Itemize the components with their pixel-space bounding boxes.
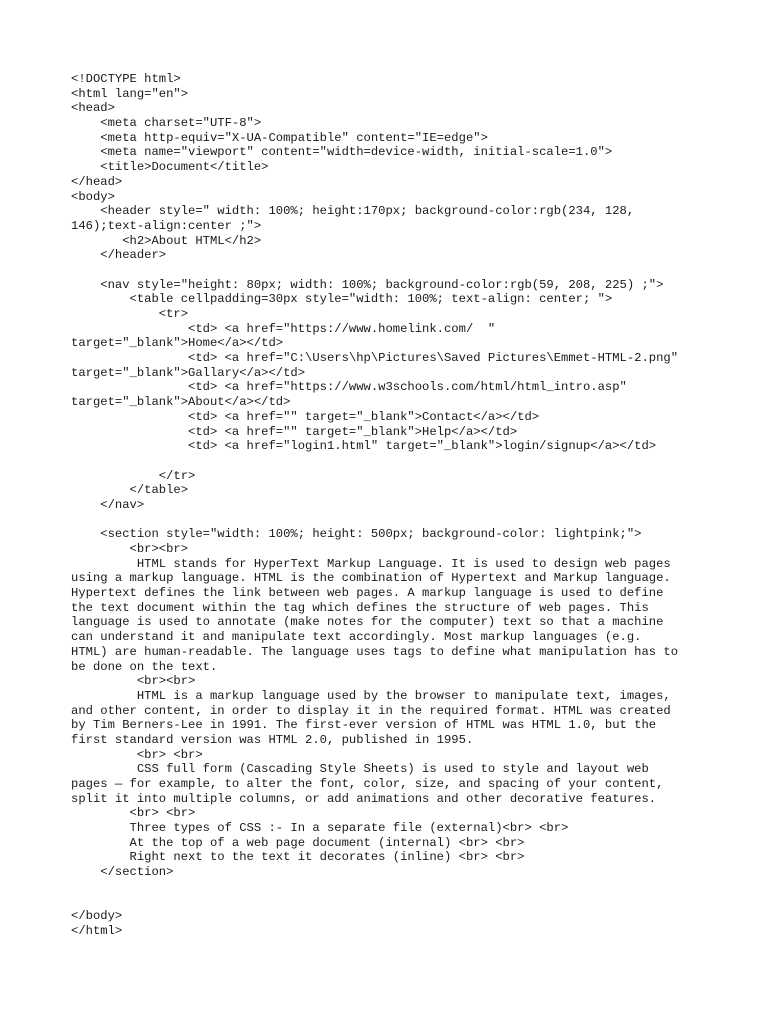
source-line: <header style=" width: 100%; height:170px; background-color:rgb(234, 128, [71,204,635,219]
source-line: </body> [71,909,123,924]
source-line: <section style="width: 100%; height: 500px; background-color: lightpink;"> [71,527,642,542]
source-line: HTML stands for HyperText Markup Language. It is used to design web pages [71,556,671,571]
source-line: <h2>About HTML</h2> [71,233,262,248]
source-line [71,263,761,278]
source-line: can understand it and manipulate text accordingly. Most markup languages (e.g. [71,630,642,645]
source-line: <br> <br> [71,747,203,762]
source-line: Right next to the text it decorates (inline) <br> <br> [71,850,525,865]
source-line: <table cellpadding=30px style="width: 100%; text-align: center; "> [71,292,613,307]
source-line [71,880,761,895]
source-line: CSS full form (Cascading Style Sheets) is used to style and layout web [71,762,649,777]
source-line: HTML is a markup language used by the browser to manipulate text, images, [71,688,671,703]
source-line [71,895,761,910]
source-line: <td> <a href="login1.html" target="_blank">login/signup</a></td> [71,439,657,454]
source-line: </table> [71,483,189,498]
source-line: HTML) are human-readable. The language uses tags to define what manipulation has to [71,644,679,659]
source-line: 146);text-align:center ;"> [71,218,262,233]
source-line: <meta charset="UTF-8"> [71,116,262,131]
source-line: <meta name="viewport" content="width=device-width, initial-scale=1.0"> [71,145,613,160]
source-line: </head> [71,174,123,189]
source-line: by Tim Berners-Lee in 1991. The first-ever version of HTML was HTML 1.0, but the [71,718,657,733]
source-line: be done on the text. [71,659,218,674]
source-line: the text document within the tag which defines the structure of web pages. This [71,600,649,615]
source-line: <tr> [71,307,189,321]
source-line: At the top of a web page document (internal) <br> <br> [71,835,525,850]
source-line: <br><br> [71,674,196,689]
source-line: using a markup language. HTML is the combination of Hypertext and Markup language. [71,571,671,586]
source-line: <nav style="height: 80px; width: 100%; background-color:rgb(59, 208, 225) ;"> [71,277,664,292]
source-line: <body> [71,189,115,204]
source-line: split it into multiple columns, or add animations and other decorative features. [71,791,657,806]
source-line: Hypertext defines the link between web pages. A markup language is used to define [71,586,664,601]
source-line: <html lang="en"> [71,86,189,101]
source-line: <br> <br> [71,806,196,821]
source-line: and other content, in order to display it in the required format. HTML was created [71,703,671,718]
source-line: <head> [71,101,115,116]
source-line: <meta http-equiv="X-UA-Compatible" content="IE=edge"> [71,130,488,145]
source-line: <br><br> [71,542,189,556]
source-line: target="_blank">Gallary</a></td> [71,365,306,380]
source-line: <td> <a href="C:\Users\hp\Pictures\Saved Pictures\Emmet-HTML-2.png" [71,351,679,366]
source-line: </tr> [71,468,196,483]
source-line: first standard version was HTML 2.0, published in 1995. [71,732,474,747]
source-line: <td> <a href="" target="_blank">Help</a></td> [71,424,518,439]
source-line: <td> <a href="" target="_blank">Contact</a></td> [71,409,540,424]
source-line: </header> [71,248,167,263]
source-line: </html> [71,923,123,938]
source-line: target="_blank">Home</a></td> [71,336,284,351]
source-line: pages — for example, to alter the font, color, size, and spacing of your content, [71,777,664,791]
source-line: <td> <a href="https://www.homelink.com/ " [71,321,496,336]
source-line: <!DOCTYPE html> [71,72,181,86]
source-line: </nav> [71,497,145,512]
source-line: </section> [71,865,174,880]
source-line [71,454,761,469]
source-line [71,513,761,528]
source-line: <title>Document</title> [71,160,269,175]
source-line: target="_blank">About</a></td> [71,395,291,410]
source-line: <td> <a href="https://www.w3schools.com/html/html_intro.asp" [71,380,627,395]
source-line: Three types of CSS :- In a separate file (external)<br> <br> [71,821,569,836]
source-line: language is used to annotate (make notes for the computer) text so that a machine [71,615,664,630]
html-source-listing [71,72,761,939]
